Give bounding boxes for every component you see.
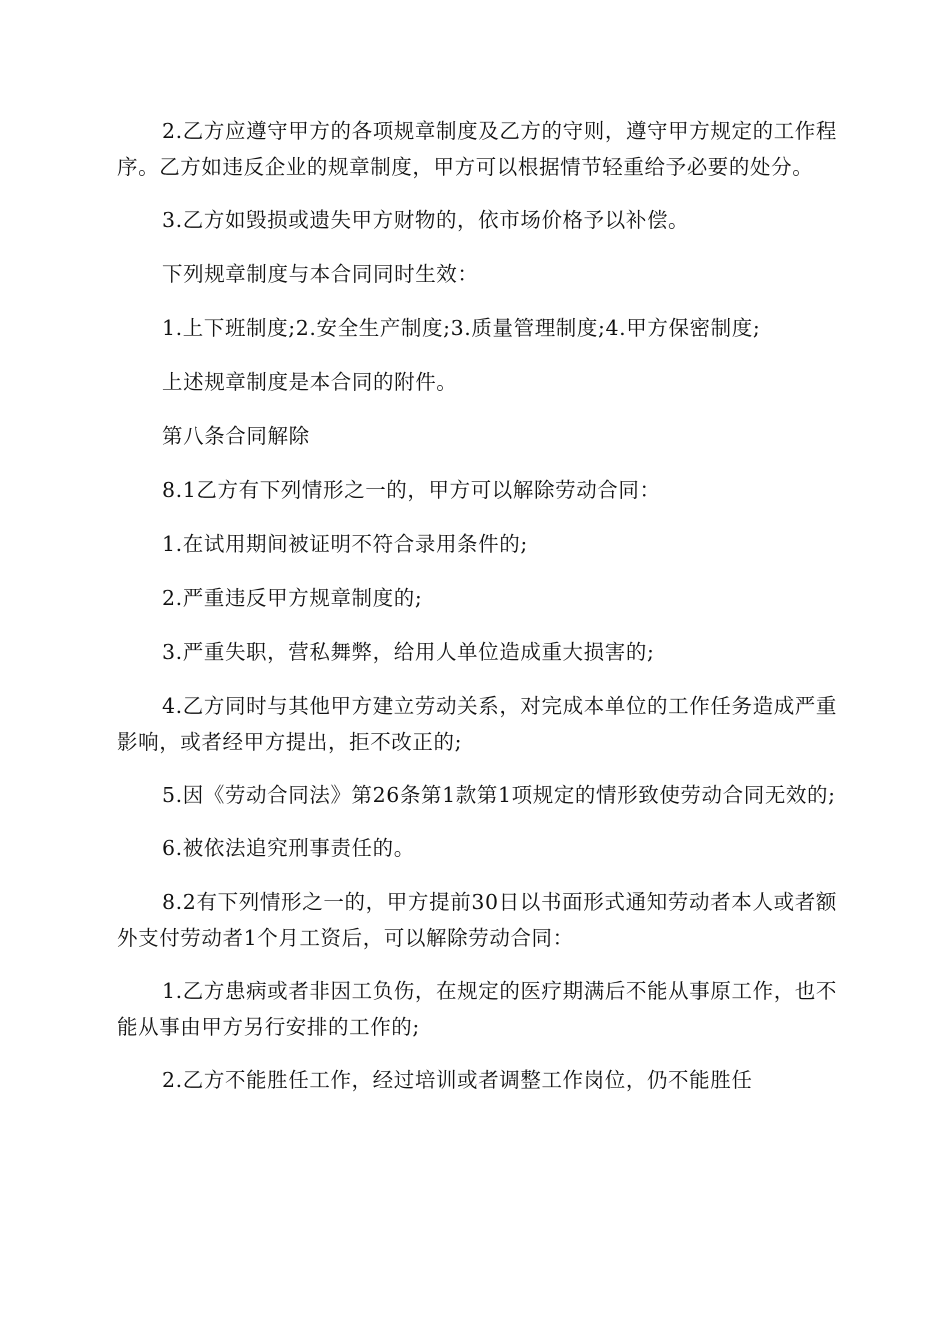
- clause-8-1-item-1: 1.在试用期间被证明不符合录用条件的;: [162, 532, 528, 556]
- clause-8-2-item-2: 2.乙方不能胜任工作，经过培训或者调整工作岗位，仍不能胜任: [162, 1068, 753, 1092]
- clause-8-1-item-4: 4.乙方同时与其他甲方建立劳动关系，对完成本单位的工作任务造成严重影响，或者经甲方提出，拒不改正的;: [117, 694, 837, 754]
- section-heading-article-8: 第八条合同解除: [162, 424, 310, 448]
- clause-8-1-item-2: 2.严重违反甲方规章制度的;: [162, 586, 423, 610]
- paragraph-rules-effective: 下列规章制度与本合同同时生效：: [162, 262, 479, 286]
- clause-8-1-item-3: 3.严重失职，营私舞弊，给用人单位造成重大损害的;: [162, 640, 655, 664]
- paragraph-rules-list: 1.上下班制度;2.安全生产制度;3.质量管理制度;4.甲方保密制度;: [162, 316, 761, 340]
- paragraph-property-compensation: 3.乙方如毁损或遗失甲方财物的，依市场价格予以补偿。: [162, 208, 690, 232]
- clause-8-1-item-5: 5.因《劳动合同法》第26条第1款第1项规定的情形致使劳动合同无效的;: [162, 783, 836, 807]
- paragraph-rules-attachment: 上述规章制度是本合同的附件。: [162, 370, 458, 394]
- paragraph-rules-compliance: 2.乙方应遵守甲方的各项规章制度及乙方的守则，遵守甲方规定的工作程序。乙方如违反企业的规章制度，甲方可以根据情节轻重给予必要的处分。: [117, 119, 837, 179]
- clause-8-2: 8.2有下列情形之一的，甲方提前30日以书面形式通知劳动者本人或者额外支付劳动者1个月工资后，可以解除劳动合同：: [117, 890, 837, 950]
- clause-8-1: 8.1乙方有下列情形之一的，甲方可以解除劳动合同：: [162, 478, 661, 502]
- clause-8-2-item-1: 1.乙方患病或者非因工负伤，在规定的医疗期满后不能从事原工作，也不能从事由甲方另行安排的工作的;: [117, 979, 837, 1039]
- document-body: [117, 113, 837, 1116]
- clause-8-1-item-6: 6.被依法追究刑事责任的。: [162, 836, 415, 860]
